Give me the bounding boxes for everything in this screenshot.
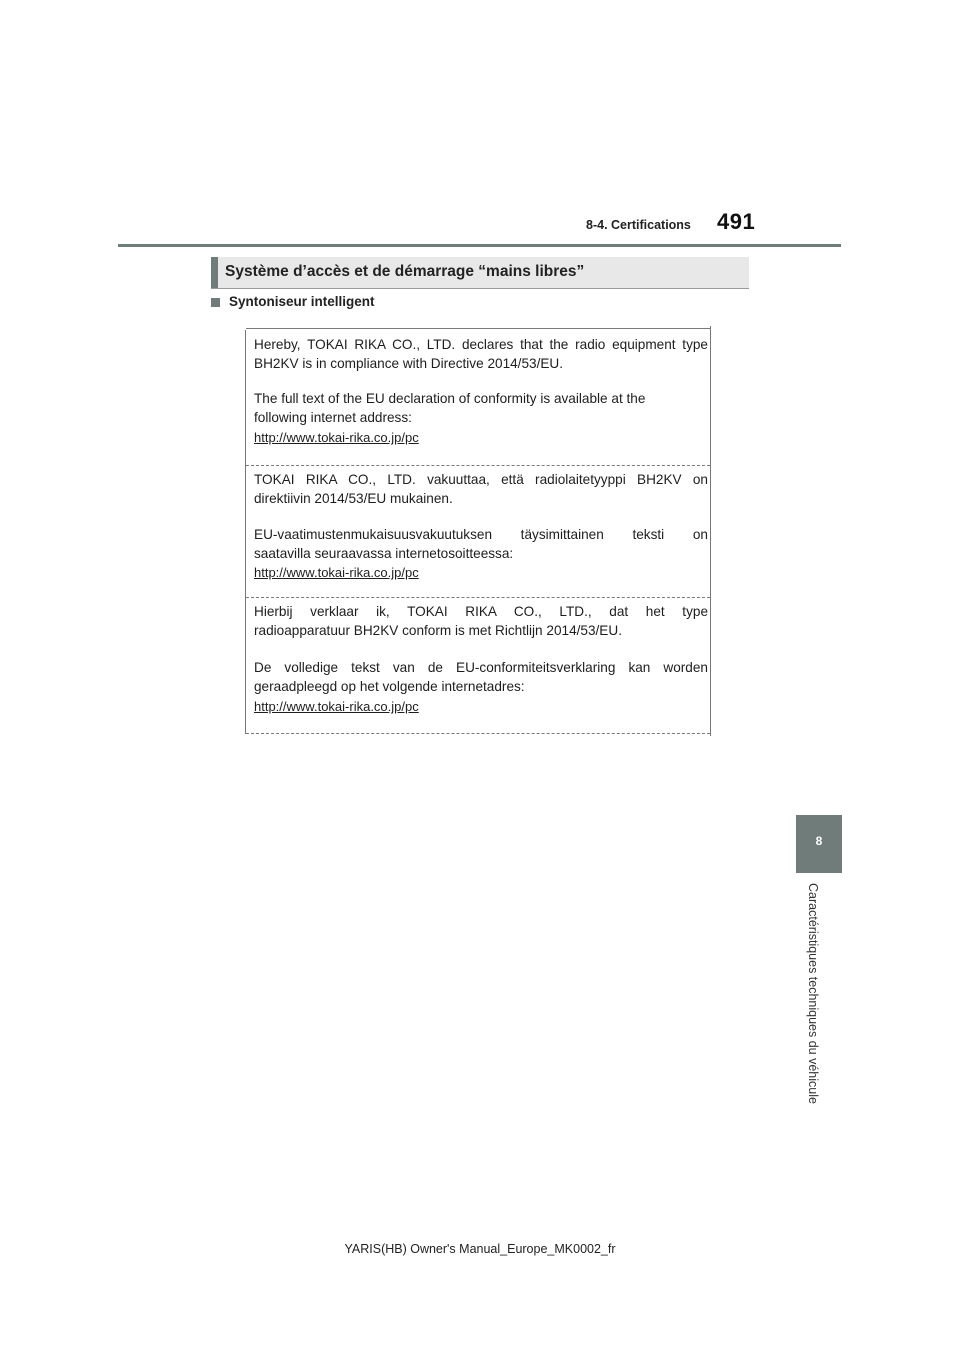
declaration-nl-url[interactable]: http://www.tokai-rika.co.jp/pc	[254, 699, 419, 714]
declaration-scan	[244, 326, 714, 736]
square-bullet-icon	[211, 298, 220, 307]
header-rule	[118, 244, 841, 247]
chapter-tab[interactable]	[796, 815, 842, 873]
declaration-en-line: following internet address:	[254, 410, 412, 425]
declaration-fi-line: direktiivin 2014/53/EU mukainen.	[254, 491, 453, 506]
footer-text: YARIS(HB) Owner's Manual_Europe_MK0002_fr	[344, 1242, 616, 1256]
section-label: 8-4. Certifications	[586, 218, 691, 232]
chapter-number: 8	[815, 834, 823, 848]
declaration-en-line: The full text of the EU declaration of conformity is available at the	[254, 391, 646, 406]
declaration-fi-line: TOKAI RIKA CO., LTD. vakuuttaa, että radiolaitetyyppi BH2KV on	[254, 472, 708, 487]
declaration-nl-line: geraadpleegd op het volgende internetadres:	[254, 679, 525, 694]
declaration-en-line: Hereby, TOKAI RIKA CO., LTD. declares that the radio equipment type	[254, 337, 708, 352]
declaration-en-url[interactable]: http://www.tokai-rika.co.jp/pc	[254, 430, 419, 445]
declaration-nl-line: Hierbij verklaar ik, TOKAI RIKA CO., LTD., dat het type	[254, 604, 708, 619]
declaration-fi-url[interactable]: http://www.tokai-rika.co.jp/pc	[254, 565, 419, 580]
declaration-en-line: BH2KV is in compliance with Directive 2014/53/EU.	[254, 356, 564, 371]
page-number: 491	[717, 209, 756, 234]
subheading: Syntoniseur intelligent	[229, 294, 375, 309]
scan-right-border	[710, 326, 711, 736]
declaration-nl-line: radioapparatuur BH2KV conform is met Richtlijn 2014/53/EU.	[254, 623, 622, 638]
declaration-fi-line: saatavilla seuraavassa internetosoitteessa:	[254, 546, 514, 561]
title-accent-bar	[211, 257, 218, 288]
declaration-nl-line: De volledige tekst van de EU-conformiteitsverklaring kan worden	[254, 660, 708, 675]
declaration-fi-line: EU-vaatimustenmukaisuusvakuutuksen täysimittainen teksti on	[254, 527, 708, 542]
section-title: Système d’accès et de démarrage “mains libres”	[225, 263, 585, 280]
chapter-caption: Caractéristiques techniques du véhicule	[806, 883, 820, 1104]
section-title-box	[211, 257, 749, 289]
scan-divider	[246, 597, 710, 598]
scan-left-border	[245, 330, 246, 734]
scan-divider	[246, 328, 710, 329]
scan-divider	[246, 465, 710, 466]
scan-divider	[246, 733, 710, 734]
